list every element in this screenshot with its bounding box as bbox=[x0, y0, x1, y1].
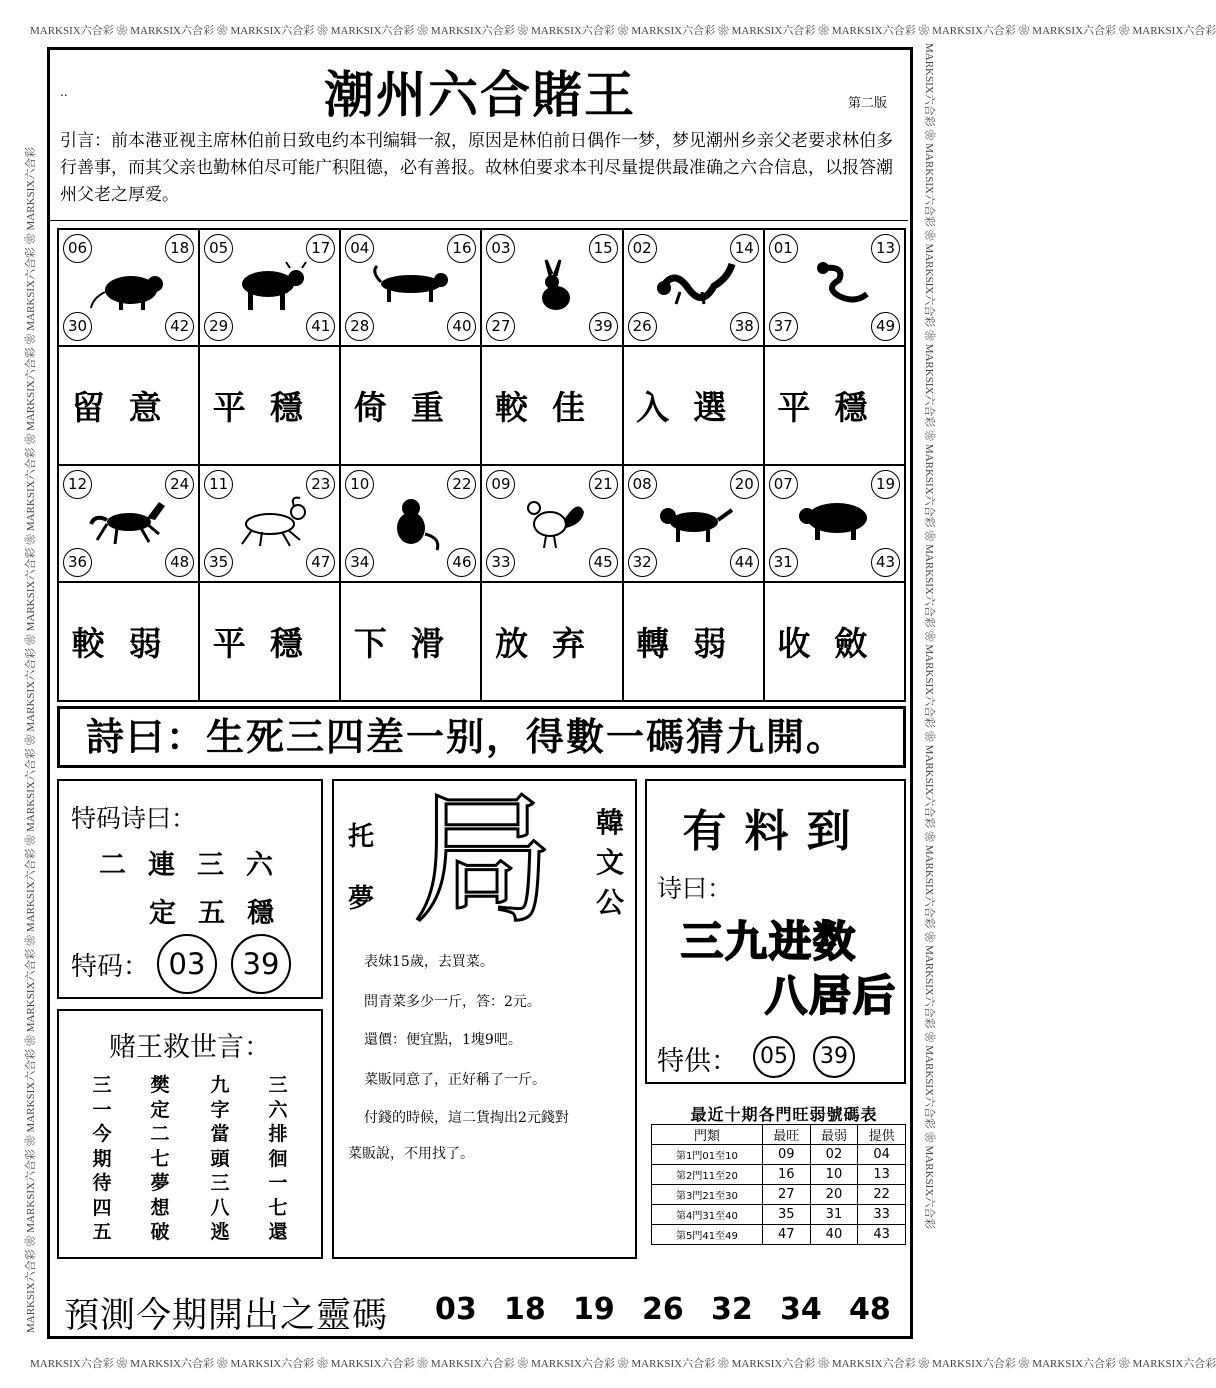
zodiac-number: 27 bbox=[486, 312, 515, 341]
duwang-column bbox=[263, 1073, 293, 1245]
stats-give: 33 bbox=[858, 1205, 906, 1225]
stats-title: 最近十期各門旺弱號碼表 bbox=[690, 1105, 878, 1124]
zodiac-number: 09 bbox=[486, 470, 515, 499]
zodiac-number: 14 bbox=[730, 234, 759, 263]
zodiac-number: 16 bbox=[447, 234, 476, 263]
zodiac-cell bbox=[623, 229, 764, 346]
stats-row bbox=[652, 1205, 906, 1225]
duwang-char: 期 bbox=[92, 1147, 112, 1170]
header-divider bbox=[50, 220, 908, 221]
horse-icon bbox=[89, 494, 171, 552]
story-line: 菜販同意了，正好稱了一斤。 bbox=[364, 1072, 546, 1088]
zodiac-cell bbox=[58, 465, 199, 582]
duwang-char: 三 bbox=[268, 1074, 288, 1096]
gate-range-start: 11 bbox=[702, 1171, 716, 1182]
tuomeng-char: 夢 bbox=[347, 884, 374, 914]
edition-label: 第二版 bbox=[848, 96, 888, 111]
gate-range-to: 至 bbox=[715, 1211, 726, 1222]
zodiac-number: 08 bbox=[628, 470, 657, 499]
poem-bar: 詩曰：生死三四差一别，得數一碼猜九開。 bbox=[57, 706, 906, 768]
duwang-char: 排 bbox=[268, 1123, 288, 1145]
frame-watermark-top: MARKSIX六合彩 ❀ MARKSIX六合彩 ❀ MARKSIX六合彩 ❀ MARKSIX六合彩 ❀ MARKSIX六合彩 ❀ MARKSIX六合彩 ❀ MARKSIX六合彩 ❀ MARKSIX六合彩 ❀ MARKSIX六合彩 ❀ MARKSIX六合彩 ❀ MARKSIX六合彩 ❀ MARKSIX六合彩 bbox=[30, 25, 1216, 37]
zodiac-word: 收斂 bbox=[764, 582, 905, 701]
page-title: 潮州六合賭王 bbox=[324, 65, 636, 124]
prediction-number: 03 bbox=[435, 1292, 477, 1327]
duwang-char: 六 bbox=[268, 1098, 288, 1121]
zodiac-number: 07 bbox=[769, 470, 798, 499]
zodiac-number: 35 bbox=[204, 548, 233, 577]
rabbit-icon bbox=[512, 258, 594, 316]
zodiac-number: 26 bbox=[628, 312, 657, 341]
prediction-numbers bbox=[435, 1292, 918, 1327]
duwang-char: 逃 bbox=[210, 1221, 230, 1243]
zodiac-number: 33 bbox=[486, 548, 515, 577]
zodiac-number: 10 bbox=[345, 470, 374, 499]
zodiac-words-row-2 bbox=[58, 582, 905, 701]
zodiac-number: 34 bbox=[345, 548, 374, 577]
zodiac-row-2 bbox=[58, 465, 905, 582]
zodiac-word: 平穩 bbox=[199, 346, 340, 465]
zodiac-number: 06 bbox=[63, 234, 92, 263]
prediction-number: 32 bbox=[711, 1292, 753, 1327]
stats-row bbox=[652, 1185, 906, 1205]
zodiac-number: 39 bbox=[589, 312, 618, 341]
youliao-poem-label: 诗曰： bbox=[657, 874, 733, 903]
stats-max: 16 bbox=[762, 1165, 810, 1185]
zodiac-cell bbox=[199, 229, 340, 346]
dragon-icon bbox=[654, 258, 736, 316]
zodiac-number: 29 bbox=[204, 312, 233, 341]
zodiac-word: 放弃 bbox=[481, 582, 622, 701]
zodiac-number: 23 bbox=[306, 470, 335, 499]
zodiac-number: 41 bbox=[306, 312, 335, 341]
duwang-char: 四 bbox=[92, 1196, 112, 1219]
zodiac-number: 15 bbox=[589, 234, 618, 263]
stats-header: 提供 bbox=[858, 1125, 906, 1145]
zodiac-number: 31 bbox=[769, 548, 798, 577]
stats-max: 35 bbox=[762, 1205, 810, 1225]
zodiac-number: 12 bbox=[63, 470, 92, 499]
zodiac-cell bbox=[764, 465, 905, 582]
zodiac-number: 17 bbox=[306, 234, 335, 263]
stats-gate bbox=[652, 1205, 763, 1225]
youliao-title: 有料到 bbox=[682, 806, 869, 857]
duwang-char: 今 bbox=[92, 1123, 112, 1145]
dog-icon bbox=[654, 494, 736, 552]
tuomeng-big-character: 局 bbox=[412, 778, 554, 943]
pig-icon bbox=[795, 494, 877, 552]
tema-number: 39 bbox=[231, 934, 291, 994]
zodiac-number: 24 bbox=[165, 470, 194, 499]
stats-row bbox=[652, 1165, 906, 1185]
duwang-char: 七 bbox=[150, 1147, 170, 1170]
tuomeng-char: 公 bbox=[595, 886, 624, 919]
zodiac-number: 38 bbox=[730, 312, 759, 341]
gate-range-end: 20 bbox=[725, 1171, 738, 1182]
zodiac-word: 平穩 bbox=[764, 346, 905, 465]
zodiac-number: 02 bbox=[628, 234, 657, 263]
zodiac-number: 32 bbox=[628, 548, 657, 577]
duwang-char: 樊 bbox=[150, 1074, 170, 1096]
tuomeng-left-label bbox=[346, 806, 376, 930]
gate-range-end: 40 bbox=[725, 1211, 738, 1222]
gate-range-end: 49 bbox=[725, 1231, 738, 1242]
stats-give: 04 bbox=[858, 1145, 906, 1165]
zodiac-number: 03 bbox=[486, 234, 515, 263]
tuomeng-char: 文 bbox=[595, 846, 624, 879]
stats-max: 09 bbox=[762, 1145, 810, 1165]
zodiac-word: 入選 bbox=[623, 346, 764, 465]
story-line: 問青菜多少一斤，答：2元。 bbox=[364, 994, 541, 1010]
zodiac-number: 49 bbox=[871, 312, 900, 341]
youliao-line-1: 三九进数 bbox=[681, 917, 858, 966]
stats-min: 10 bbox=[810, 1165, 858, 1185]
zodiac-word: 平穩 bbox=[199, 582, 340, 701]
frame-watermark-right: MARKSIX六合彩 ❀ MARKSIX六合彩 ❀ MARKSIX六合彩 ❀ MARKSIX六合彩 ❀ MARKSIX六合彩 ❀ MARKSIX六合彩 ❀ MARKSIX六合彩 ❀ MARKSIX六合彩 ❀ MARKSIX六合彩 ❀ MARKSIX六合彩 ❀ MARKSIX六合彩 ❀ MARKSIX六合彩 bbox=[923, 43, 935, 1230]
zodiac-number: 04 bbox=[345, 234, 374, 263]
stats-give: 43 bbox=[858, 1225, 906, 1245]
zodiac-number: 43 bbox=[871, 548, 900, 577]
prediction-label: 預測今期開出之靈碼 bbox=[64, 1296, 389, 1336]
youliao-line-2: 八居后 bbox=[765, 971, 898, 1020]
gate-range-start: 41 bbox=[702, 1231, 716, 1242]
zodiac-number: 20 bbox=[730, 470, 759, 499]
stats-header: 門類 bbox=[652, 1125, 763, 1145]
tuomeng-box bbox=[332, 779, 637, 1259]
duwang-char: 破 bbox=[150, 1221, 170, 1243]
zodiac-number: 40 bbox=[447, 312, 476, 341]
duwang-char: 徊 bbox=[268, 1147, 288, 1170]
tema-title: 特码诗曰： bbox=[71, 804, 197, 833]
prediction-number: 19 bbox=[573, 1292, 615, 1327]
frame-watermark-bottom: MARKSIX六合彩 ❀ MARKSIX六合彩 ❀ MARKSIX六合彩 ❀ MARKSIX六合彩 ❀ MARKSIX六合彩 ❀ MARKSIX六合彩 ❀ MARKSIX六合彩 ❀ MARKSIX六合彩 ❀ MARKSIX六合彩 ❀ MARKSIX六合彩 ❀ MARKSIX六合彩 ❀ MARKSIX六合彩 bbox=[30, 1358, 1216, 1370]
youliao-label: 特供： bbox=[657, 1046, 738, 1077]
story-line: 表妹15歲，去買菜。 bbox=[364, 954, 494, 970]
gate-range-end: 30 bbox=[725, 1191, 738, 1202]
gate-name: 第5門 bbox=[676, 1231, 703, 1242]
youliao-number: 39 bbox=[813, 1036, 855, 1078]
duwang-char: 一 bbox=[92, 1098, 112, 1121]
zodiac-number: 11 bbox=[204, 470, 233, 499]
stats-table bbox=[651, 1124, 906, 1245]
stats-gate bbox=[652, 1225, 763, 1245]
zodiac-word: 留意 bbox=[58, 346, 199, 465]
zodiac-cell bbox=[58, 229, 199, 346]
zodiac-number: 44 bbox=[730, 548, 759, 577]
prediction-number: 34 bbox=[780, 1292, 822, 1327]
goat-icon bbox=[230, 494, 312, 552]
duwang-char: 夢 bbox=[150, 1172, 170, 1194]
zodiac-number: 21 bbox=[589, 470, 618, 499]
zodiac-row-1 bbox=[58, 229, 905, 346]
prediction-number: 18 bbox=[504, 1292, 546, 1327]
duwang-column bbox=[87, 1073, 117, 1245]
frame-watermark-left: MARKSIX六合彩 ❀ MARKSIX六合彩 ❀ MARKSIX六合彩 ❀ MARKSIX六合彩 ❀ MARKSIX六合彩 ❀ MARKSIX六合彩 ❀ MARKSIX六合彩 ❀ MARKSIX六合彩 ❀ MARKSIX六合彩 ❀ MARKSIX六合彩 ❀ MARKSIX六合彩 ❀ MARKSIX六合彩 bbox=[25, 146, 37, 1333]
zodiac-word: 倚重 bbox=[340, 346, 481, 465]
stats-min: 40 bbox=[810, 1225, 858, 1245]
gate-range-start: 31 bbox=[702, 1211, 716, 1222]
zodiac-number: 19 bbox=[871, 470, 900, 499]
youliao-number: 05 bbox=[753, 1036, 795, 1078]
tema-number: 03 bbox=[157, 934, 217, 994]
stats-header: 最旺 bbox=[762, 1125, 810, 1145]
ox-icon bbox=[230, 258, 312, 316]
duwang-char: 還 bbox=[268, 1221, 288, 1243]
tiger-icon bbox=[371, 258, 453, 316]
zodiac-grid bbox=[57, 228, 906, 702]
snake-icon bbox=[795, 258, 877, 316]
prediction-number: 48 bbox=[849, 1292, 891, 1327]
zodiac-word: 下滑 bbox=[340, 582, 481, 701]
zodiac-number: 37 bbox=[769, 312, 798, 341]
duwang-char: 三 bbox=[92, 1074, 112, 1096]
zodiac-number: 22 bbox=[447, 470, 476, 499]
gate-range-to: 至 bbox=[715, 1151, 726, 1162]
duwang-title: 赌王救世言： bbox=[109, 1032, 271, 1063]
duwang-char: 字 bbox=[210, 1098, 230, 1121]
duwang-char: 三 bbox=[210, 1172, 230, 1194]
gate-name: 第1門 bbox=[676, 1151, 703, 1162]
duwang-char: 五 bbox=[92, 1221, 112, 1243]
duwang-char: 當 bbox=[210, 1123, 230, 1145]
zodiac-cell bbox=[764, 229, 905, 346]
stats-min: 02 bbox=[810, 1145, 858, 1165]
zodiac-number: 42 bbox=[165, 312, 194, 341]
zodiac-cell bbox=[481, 465, 622, 582]
zodiac-number: 13 bbox=[871, 234, 900, 263]
youliao-box bbox=[645, 779, 906, 1084]
tema-label: 特码： bbox=[71, 952, 150, 982]
duwang-char: 待 bbox=[92, 1172, 112, 1194]
zodiac-number: 36 bbox=[63, 548, 92, 577]
tema-box bbox=[57, 779, 323, 999]
stats-max: 27 bbox=[762, 1185, 810, 1205]
stats-max: 47 bbox=[762, 1225, 810, 1245]
stats-gate bbox=[652, 1165, 763, 1185]
zodiac-word: 轉弱 bbox=[623, 582, 764, 701]
rat-icon bbox=[89, 258, 171, 316]
prediction-number: 26 bbox=[642, 1292, 684, 1327]
zodiac-number: 01 bbox=[769, 234, 798, 263]
story-line: 還價：便宜點，1塊9吧。 bbox=[364, 1032, 522, 1048]
zodiac-word: 較弱 bbox=[58, 582, 199, 701]
duwang-char: 九 bbox=[210, 1074, 230, 1096]
duwang-char: 定 bbox=[150, 1098, 170, 1121]
tuomeng-char: 韓 bbox=[595, 806, 624, 839]
story-line: 付錢的時候，這二貨掏出2元錢對 bbox=[364, 1110, 569, 1126]
intro-text: 引言：前本港亚视主席林伯前日致电约本刊编辑一叙，原因是林伯前日偶作一梦，梦见潮州乡亲父老要求林伯多行善事，而其父亲也勤林伯尽可能广积阻德，必有善报。故林伯要求本刊尽量提供最准确之六合信息，以报答潮州父老之厚爱。 bbox=[60, 131, 893, 205]
zodiac-words-row-1 bbox=[58, 346, 905, 465]
zodiac-word: 較佳 bbox=[481, 346, 622, 465]
gate-range-start: 21 bbox=[702, 1191, 716, 1202]
zodiac-cell bbox=[340, 465, 481, 582]
gate-range-to: 至 bbox=[715, 1191, 726, 1202]
gate-range-to: 至 bbox=[715, 1171, 726, 1182]
tema-line-1: 二連三六 bbox=[99, 850, 295, 881]
duwang-char: 一 bbox=[268, 1172, 288, 1194]
zodiac-cell bbox=[340, 229, 481, 346]
duwang-char: 二 bbox=[150, 1123, 170, 1145]
stats-give: 22 bbox=[858, 1185, 906, 1205]
zodiac-number: 28 bbox=[345, 312, 374, 341]
zodiac-number: 05 bbox=[204, 234, 233, 263]
zodiac-number: 48 bbox=[165, 548, 194, 577]
gate-name: 第4門 bbox=[676, 1211, 703, 1222]
stats-min: 31 bbox=[810, 1205, 858, 1225]
duwang-char: 想 bbox=[150, 1196, 170, 1219]
tuomeng-char: 托 bbox=[347, 822, 374, 852]
stats-gate bbox=[652, 1185, 763, 1205]
zodiac-number: 46 bbox=[447, 548, 476, 577]
gate-range-start: 01 bbox=[702, 1151, 716, 1162]
tuomeng-right-label bbox=[595, 803, 625, 923]
zodiac-number: 18 bbox=[165, 234, 194, 263]
duwang-box bbox=[57, 1009, 323, 1259]
rooster-icon bbox=[512, 494, 594, 552]
monkey-icon bbox=[371, 494, 453, 552]
stats-gate bbox=[652, 1145, 763, 1165]
stats-row bbox=[652, 1225, 906, 1245]
duwang-char: 七 bbox=[268, 1196, 288, 1219]
duwang-char: 頭 bbox=[210, 1147, 230, 1170]
tema-line-2: 定五穩 bbox=[149, 898, 296, 929]
stats-header-row bbox=[652, 1125, 906, 1145]
zodiac-number: 47 bbox=[306, 548, 335, 577]
stats-give: 13 bbox=[858, 1165, 906, 1185]
gate-name: 第2門 bbox=[676, 1171, 703, 1182]
duwang-column bbox=[205, 1073, 235, 1245]
stats-header: 最弱 bbox=[810, 1125, 858, 1145]
header-dots: .. bbox=[60, 85, 68, 99]
zodiac-cell bbox=[199, 465, 340, 582]
stats-row bbox=[652, 1145, 906, 1165]
story-line: 菜販說，不用找了。 bbox=[348, 1146, 474, 1162]
gate-range-end: 10 bbox=[725, 1151, 738, 1162]
duwang-char: 八 bbox=[210, 1196, 230, 1219]
zodiac-number: 30 bbox=[63, 312, 92, 341]
gate-name: 第3門 bbox=[676, 1191, 703, 1202]
zodiac-number: 45 bbox=[589, 548, 618, 577]
gate-range-to: 至 bbox=[715, 1231, 726, 1242]
zodiac-cell bbox=[481, 229, 622, 346]
zodiac-cell bbox=[623, 465, 764, 582]
stats-min: 20 bbox=[810, 1185, 858, 1205]
duwang-column bbox=[145, 1073, 175, 1245]
